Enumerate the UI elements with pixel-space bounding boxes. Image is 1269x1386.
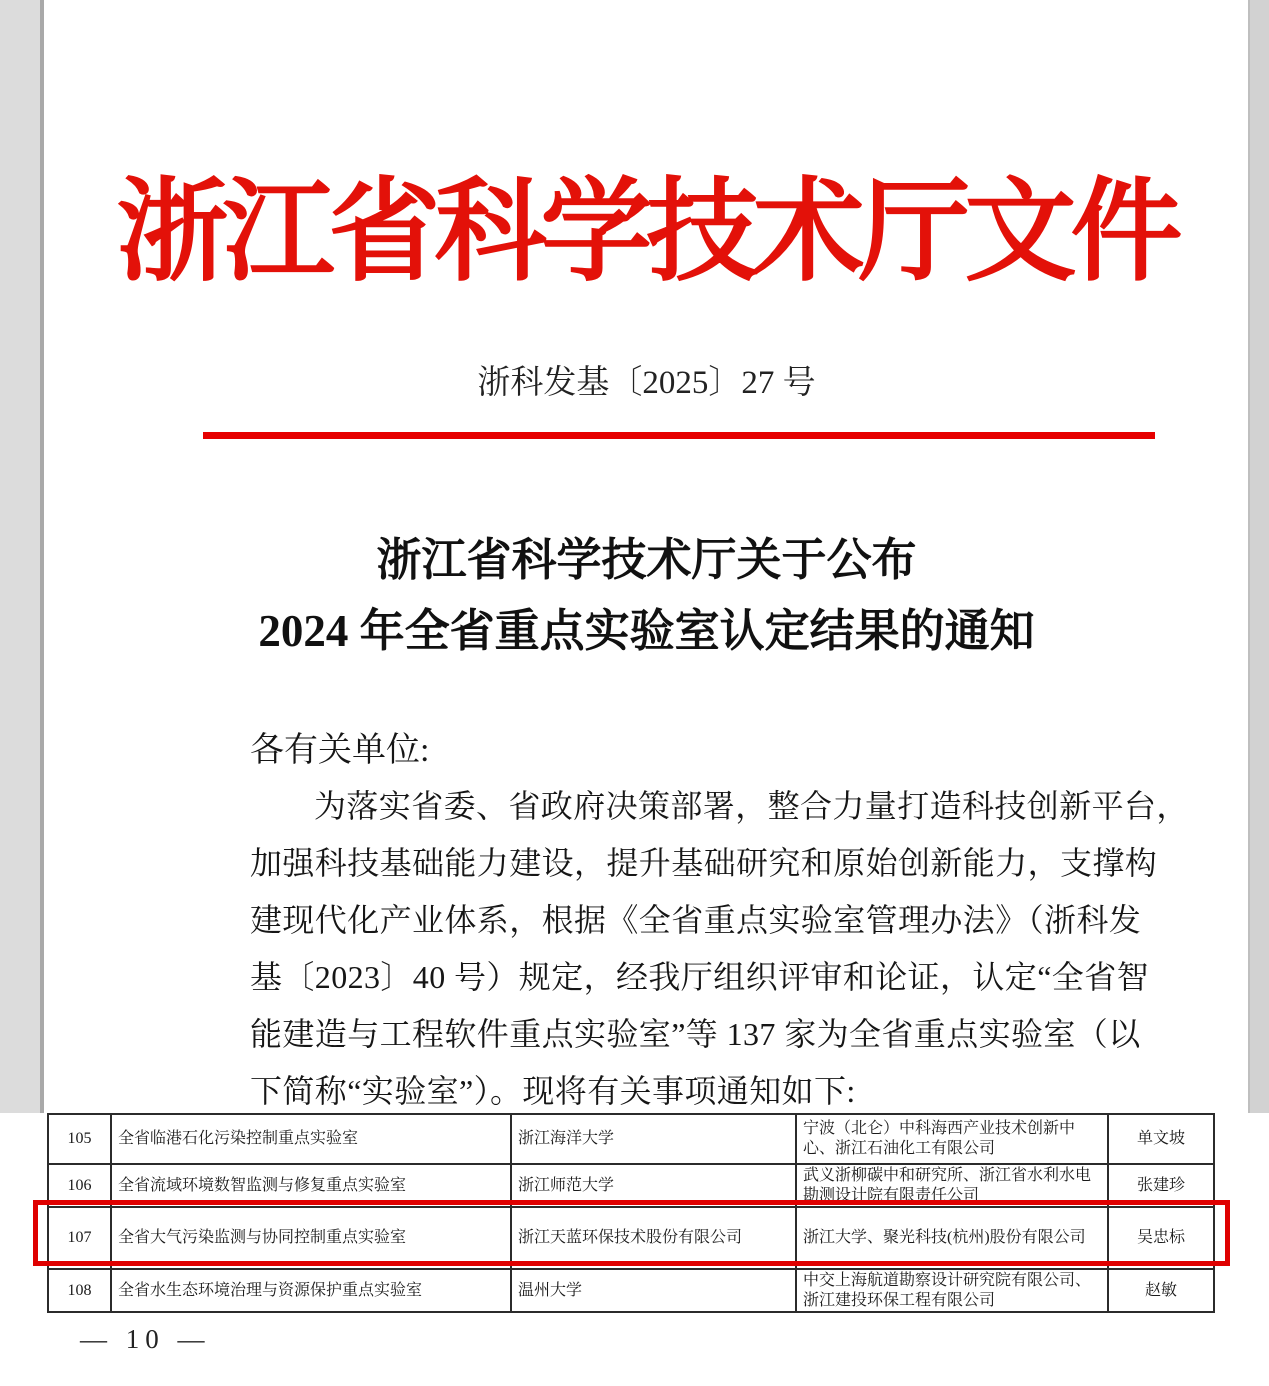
leader-cell: 吴忠标 bbox=[1108, 1207, 1214, 1269]
row-number-cell: 107 bbox=[48, 1207, 111, 1269]
document-number: 浙科发基〔2025〕27 号 bbox=[477, 365, 816, 401]
lab-name-cell: 全省水生态环境治理与资源保护重点实验室 bbox=[111, 1269, 511, 1312]
host-unit-cell: 浙江天蓝环保技术股份有限公司 bbox=[511, 1207, 796, 1269]
leader-cell: 单文坡 bbox=[1108, 1114, 1214, 1164]
partner-units-cell: 宁波（北仑）中科海西产业技术创新中心、浙江石油化工有限公司 bbox=[796, 1114, 1108, 1164]
notice-title-line1: 浙江省科学技术厅关于公布 bbox=[376, 535, 917, 585]
labs-table bbox=[47, 1113, 1215, 1313]
row-number-cell: 106 bbox=[48, 1164, 111, 1207]
salutation: 各有关单位: bbox=[250, 732, 430, 769]
notice-title-line2: 2024 年全省重点实验室认定结果的通知 bbox=[258, 606, 1035, 656]
lab-name-cell: 全省大气污染监测与协同控制重点实验室 bbox=[111, 1207, 511, 1269]
red-separator-rule bbox=[203, 432, 1155, 439]
host-unit-cell: 浙江海洋大学 bbox=[511, 1114, 796, 1164]
document-body-area bbox=[45, 0, 1248, 1113]
host-unit-cell: 温州大学 bbox=[511, 1269, 796, 1312]
lab-name-cell: 全省临港石化污染控制重点实验室 bbox=[111, 1114, 511, 1164]
para-line: 为落实省委、省政府决策部署，整合力量打造科技创新平台， bbox=[314, 788, 1189, 824]
lab-name-cell: 全省流域环境数智监测与修复重点实验室 bbox=[111, 1164, 511, 1207]
table-row bbox=[48, 1164, 1214, 1207]
host-unit-cell: 浙江师范大学 bbox=[511, 1164, 796, 1207]
row-number-cell: 105 bbox=[48, 1114, 111, 1164]
partner-units-cell: 武义浙柳碳中和研究所、浙江省水利水电勘测设计院有限责任公司 bbox=[796, 1164, 1108, 1207]
partner-units-cell: 中交上海航道勘察设计研究院有限公司、浙江建投环保工程有限公司 bbox=[796, 1269, 1108, 1312]
table-row bbox=[48, 1114, 1214, 1164]
leader-cell: 张建珍 bbox=[1108, 1164, 1214, 1207]
partner-units-cell: 浙江大学、聚光科技(杭州)股份有限公司 bbox=[796, 1207, 1108, 1269]
letterhead-title: 浙江省科学技术厅文件 bbox=[116, 171, 1177, 295]
para-line: 加强科技基础能力建设，提升基础研究和原始创新能力，支撑构 bbox=[250, 845, 1158, 881]
para-line: 下简称“实验室”）。现将有关事项通知如下: bbox=[250, 1073, 856, 1109]
leader-cell: 赵敏 bbox=[1108, 1269, 1214, 1312]
page-right-margin-strip bbox=[1248, 0, 1269, 1113]
row-number-cell: 108 bbox=[48, 1269, 111, 1312]
page-left-margin-strip bbox=[0, 0, 44, 1113]
para-line: 基〔2023〕40 号）规定，经我厅组织评审和论证，认定“全省智 bbox=[250, 959, 1150, 995]
para-line: 建现代化产业体系，根据《全省重点实验室管理办法》（浙科发 bbox=[250, 902, 1142, 938]
table-row bbox=[48, 1269, 1214, 1312]
page-number: — 10 — bbox=[80, 1324, 211, 1354]
table-row-highlighted bbox=[48, 1207, 1214, 1269]
para-line: 能建造与工程软件重点实验室”等 137 家为全省重点实验室（以 bbox=[250, 1016, 1141, 1052]
